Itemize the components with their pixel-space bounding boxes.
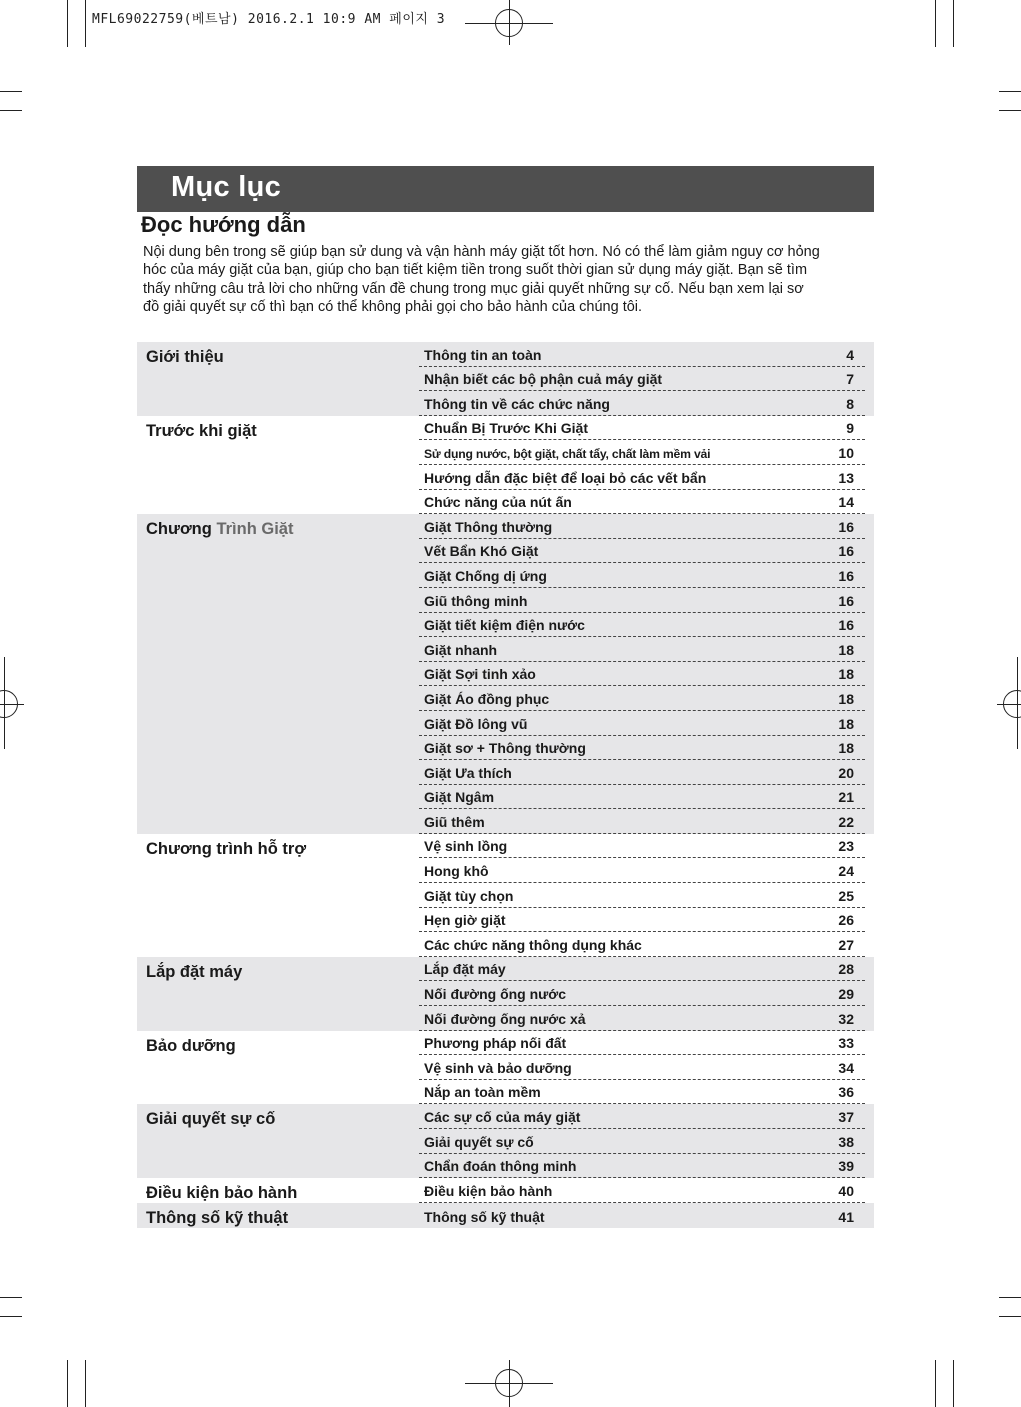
toc-entry-label: Giặt Thông thường bbox=[424, 518, 553, 535]
crop-mark bbox=[999, 91, 1021, 92]
table-of-contents bbox=[137, 342, 874, 1228]
toc-entry[interactable] bbox=[419, 736, 865, 761]
crop-mark bbox=[999, 110, 1021, 111]
toc-entry[interactable] bbox=[419, 563, 865, 588]
toc-entry[interactable] bbox=[419, 1129, 865, 1154]
toc-entry-label: Giặt tiết kiệm điện nước bbox=[424, 617, 585, 634]
toc-entry-page: 36 bbox=[838, 1084, 854, 1101]
toc-entry-page: 41 bbox=[838, 1208, 854, 1225]
toc-entry[interactable] bbox=[419, 440, 865, 465]
toc-entry-page: 10 bbox=[838, 444, 854, 461]
toc-entry-label: Phương pháp nối đất bbox=[424, 1035, 567, 1052]
toc-entry[interactable] bbox=[419, 514, 865, 539]
toc-entry-page: 18 bbox=[838, 641, 854, 658]
toc-entry[interactable] bbox=[419, 465, 865, 490]
toc-entry[interactable] bbox=[419, 932, 865, 957]
toc-section-title-light: Trình Giặt bbox=[216, 520, 294, 539]
crop-mark bbox=[85, 0, 86, 47]
crop-mark bbox=[67, 0, 68, 47]
toc-entry-page: 26 bbox=[838, 912, 854, 929]
toc-entry[interactable] bbox=[419, 342, 865, 367]
toc-entry-label: Nắp an toàn mềm bbox=[424, 1084, 541, 1101]
toc-entry-list bbox=[419, 1203, 865, 1228]
title-bar bbox=[137, 166, 874, 212]
toc-entry-label: Giặt tùy chọn bbox=[424, 887, 514, 904]
page-title: Mục lục bbox=[171, 171, 282, 203]
toc-entry-label: Hẹn giờ giặt bbox=[424, 912, 506, 929]
toc-entry-label: Nối đường ống nước bbox=[424, 986, 567, 1003]
toc-entry[interactable] bbox=[419, 613, 865, 638]
toc-entry-page: 16 bbox=[838, 543, 854, 560]
toc-entry-page: 18 bbox=[838, 690, 854, 707]
toc-entry[interactable] bbox=[419, 883, 865, 908]
toc-section-title bbox=[137, 514, 419, 834]
toc-section bbox=[137, 416, 874, 514]
toc-entry[interactable] bbox=[419, 1203, 865, 1228]
toc-entry-label: Giặt Chống dị ứng bbox=[424, 567, 547, 584]
crop-mark bbox=[953, 1360, 954, 1407]
toc-entry-page: 39 bbox=[838, 1158, 854, 1175]
toc-section bbox=[137, 834, 874, 957]
toc-entry[interactable] bbox=[419, 957, 865, 982]
toc-entry-label: Lắp đặt máy bbox=[424, 961, 506, 978]
toc-entry-page: 34 bbox=[838, 1059, 854, 1076]
toc-entry[interactable] bbox=[419, 367, 865, 392]
crop-mark bbox=[999, 1316, 1021, 1317]
toc-entry[interactable] bbox=[419, 760, 865, 785]
toc-entry[interactable] bbox=[419, 1080, 865, 1105]
toc-entry-label: Nhận biết các bộ phận cuả máy giặt bbox=[424, 371, 663, 388]
toc-entry-label: Giặt Sợi tinh xảo bbox=[424, 666, 536, 683]
toc-entry-label: Giặt Áo đồng phục bbox=[424, 690, 550, 707]
toc-entry-list bbox=[419, 1031, 865, 1105]
toc-entry-page: 16 bbox=[838, 567, 854, 584]
toc-entry-page: 16 bbox=[838, 592, 854, 609]
toc-entry-page: 20 bbox=[838, 764, 854, 781]
toc-entry-label: Vệ sinh và bảo dưỡng bbox=[424, 1059, 572, 1076]
toc-entry-list bbox=[419, 416, 865, 514]
toc-entry-list bbox=[419, 1178, 865, 1203]
toc-entry-label: Chuẩn Bị Trước Khi Giặt bbox=[424, 420, 588, 437]
toc-entry[interactable] bbox=[419, 1006, 865, 1031]
toc-entry-page: 18 bbox=[838, 715, 854, 732]
toc-entry[interactable] bbox=[419, 686, 865, 711]
toc-entry-page: 18 bbox=[838, 740, 854, 757]
crop-mark bbox=[0, 1316, 22, 1317]
crop-mark bbox=[935, 1360, 936, 1407]
toc-entry[interactable] bbox=[419, 490, 865, 515]
toc-entry-label: Các sự cố của máy giặt bbox=[424, 1109, 581, 1125]
toc-entry-page: 32 bbox=[838, 1010, 854, 1027]
toc-entry-page: 27 bbox=[838, 936, 854, 953]
toc-entry-label: Vệ sinh lồng bbox=[424, 838, 508, 855]
toc-entry-page: 25 bbox=[838, 887, 854, 904]
toc-entry-label: Chức năng của nút ấn bbox=[424, 494, 572, 511]
crop-mark bbox=[85, 1360, 86, 1407]
toc-entry-page: 16 bbox=[838, 518, 854, 535]
toc-section-title: Chương trình hỗ trợ bbox=[146, 839, 307, 858]
toc-entry[interactable] bbox=[419, 391, 865, 416]
toc-section-title: Bảo dưỡng bbox=[146, 1036, 236, 1055]
toc-entry-page: 14 bbox=[838, 494, 854, 511]
toc-section-title-main: Chương bbox=[146, 520, 212, 539]
toc-entry[interactable] bbox=[419, 1154, 865, 1179]
toc-entry-label: Chẩn đoán thông minh bbox=[424, 1158, 577, 1175]
toc-entry-label: Hướng dẫn đặc biệt để loại bỏ các vết bẩn bbox=[424, 469, 707, 486]
toc-entry[interactable] bbox=[419, 1055, 865, 1080]
toc-section bbox=[137, 1031, 874, 1105]
crop-mark bbox=[67, 1360, 68, 1407]
toc-entry-list bbox=[419, 514, 865, 834]
toc-entry-label: Giặt Ưa thích bbox=[424, 764, 512, 781]
toc-entry-list bbox=[419, 342, 865, 416]
toc-entry-label: Giũ thêm bbox=[424, 813, 485, 830]
toc-entry-page: 24 bbox=[838, 863, 854, 880]
toc-entry-label: Vết Bẩn Khó Giặt bbox=[424, 543, 539, 560]
toc-entry-label: Thông tin an toàn bbox=[424, 346, 542, 363]
toc-entry[interactable] bbox=[419, 834, 865, 859]
toc-entry-list bbox=[419, 957, 865, 1031]
print-slug: MFL69022759(베트남) 2016.2.1 10:9 AM 페이지 3 bbox=[92, 12, 446, 27]
toc-entry-list bbox=[419, 1104, 865, 1178]
toc-entry-page: 18 bbox=[838, 666, 854, 683]
toc-section-title: Điều kiện bảo hành bbox=[146, 1184, 298, 1203]
toc-entry-page: 8 bbox=[846, 395, 854, 412]
toc-entry-page: 28 bbox=[838, 961, 854, 978]
toc-section-title: Giải quyết sự cố bbox=[146, 1110, 276, 1129]
toc-entry-page: 40 bbox=[838, 1182, 854, 1199]
toc-entry-page: 38 bbox=[838, 1133, 854, 1150]
toc-entry-page: 37 bbox=[838, 1109, 854, 1125]
crop-mark bbox=[0, 110, 22, 111]
toc-entry-page: 23 bbox=[838, 838, 854, 855]
toc-entry-page: 22 bbox=[838, 813, 854, 830]
toc-section bbox=[137, 1203, 874, 1228]
toc-entry-page: 13 bbox=[838, 469, 854, 486]
toc-entry-label: Giặt nhanh bbox=[424, 641, 498, 658]
toc-entry-label: Giải quyết sự cố bbox=[424, 1133, 534, 1150]
toc-entry-label: Thông số kỹ thuật bbox=[424, 1208, 545, 1225]
toc-entry-label: Điều kiện bảo hành bbox=[424, 1182, 553, 1199]
toc-entry-label: Các chức năng thông dụng khác bbox=[424, 936, 642, 953]
toc-entry-page: 16 bbox=[838, 617, 854, 634]
crop-mark bbox=[935, 0, 936, 47]
section-heading: Đọc hướng dẫn bbox=[141, 212, 306, 237]
toc-entry[interactable] bbox=[419, 981, 865, 1006]
intro-paragraph: Nội dung bên trong sẽ giúp bạn sử dung và vận hành máy giặt tốt hơn. Nó có thể làm giảm nguy cơ hỏng hóc của máy giặt của bạn, giúp cho bạn tiết kiệm tiền trong suốt thời gian sử dụng máy giặt. Bạn sẽ tìm thấy những câu trả lời cho những vấn đề chung trong mục giải quyết những sự cố. Nếu bạn xem lại sơ đồ giải quyết sự cố thì bạn có thể không phải gọi cho bảo hành của chúng tôi. bbox=[143, 244, 820, 315]
toc-entry-label: Thông tin về các chức năng bbox=[424, 395, 610, 412]
toc-section bbox=[137, 957, 874, 1031]
toc-entry-page: 4 bbox=[846, 346, 854, 363]
toc-section-title: Trước khi giặt bbox=[146, 421, 257, 440]
toc-entry-label: Nối đường ống nước xả bbox=[424, 1010, 586, 1027]
toc-entry-page: 9 bbox=[846, 420, 854, 437]
toc-section bbox=[137, 1178, 874, 1203]
toc-entry[interactable] bbox=[419, 539, 865, 564]
toc-entry[interactable] bbox=[419, 1104, 865, 1129]
crop-mark bbox=[0, 91, 22, 92]
toc-entry-page: 33 bbox=[838, 1035, 854, 1052]
toc-entry-page: 21 bbox=[838, 789, 854, 806]
toc-section-title: Lắp đặt máy bbox=[146, 962, 243, 981]
toc-entry-label: Sử dụng nước, bột giặt, chất tẩy, chất làm mềm vải bbox=[424, 446, 711, 461]
toc-entry-label: Giặt Đồ lông vũ bbox=[424, 715, 528, 732]
toc-entry[interactable] bbox=[419, 711, 865, 736]
toc-entry[interactable] bbox=[419, 416, 865, 441]
toc-entry-page: 7 bbox=[846, 371, 854, 388]
toc-entry[interactable] bbox=[419, 785, 865, 810]
toc-entry[interactable] bbox=[419, 858, 865, 883]
toc-entry-label: Hong khô bbox=[424, 863, 489, 880]
toc-entry[interactable] bbox=[419, 809, 865, 834]
toc-entry-label: Giặt sơ + Thông thường bbox=[424, 740, 586, 757]
crop-mark bbox=[953, 0, 954, 47]
toc-entry[interactable] bbox=[419, 662, 865, 687]
toc-entry[interactable] bbox=[419, 908, 865, 933]
toc-entry[interactable] bbox=[419, 1178, 865, 1203]
crop-mark bbox=[0, 1297, 22, 1298]
toc-section bbox=[137, 1104, 874, 1178]
toc-entry[interactable] bbox=[419, 637, 865, 662]
toc-section bbox=[137, 342, 874, 416]
toc-entry-list bbox=[419, 834, 865, 957]
toc-entry[interactable] bbox=[419, 588, 865, 613]
toc-entry[interactable] bbox=[419, 1031, 865, 1056]
toc-section-title: Giới thiệu bbox=[146, 348, 224, 366]
toc-entry-label: Giũ thông minh bbox=[424, 592, 528, 609]
toc-entry-page: 29 bbox=[838, 986, 854, 1003]
toc-entry-label: Giặt Ngâm bbox=[424, 789, 495, 806]
toc-section-title: Thông số kỹ thuật bbox=[146, 1209, 289, 1228]
crop-mark bbox=[999, 1297, 1021, 1298]
toc-section bbox=[137, 514, 874, 834]
